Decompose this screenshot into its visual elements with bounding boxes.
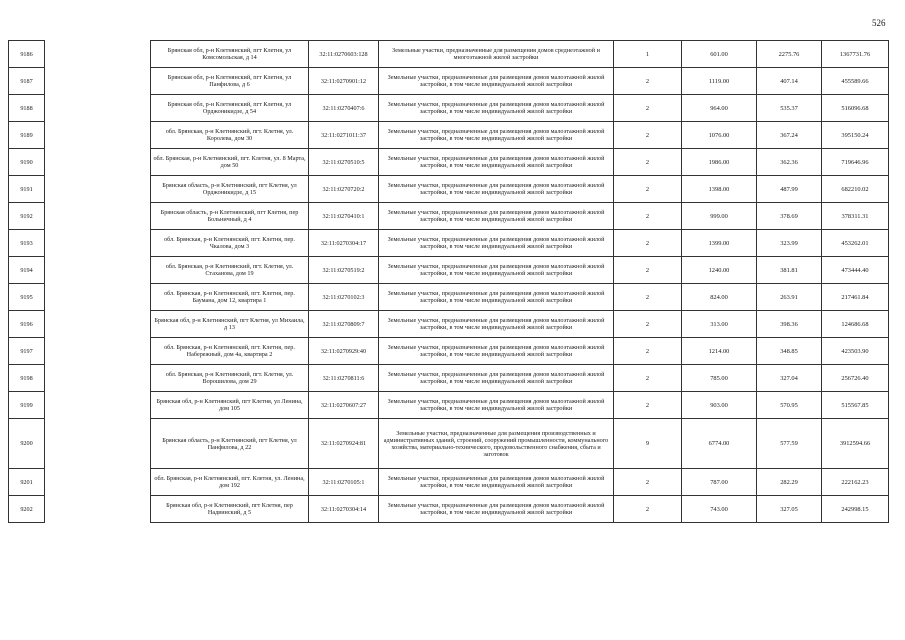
blank-gap-cell bbox=[45, 365, 151, 392]
specific-value-cell: 398.36 bbox=[757, 311, 822, 338]
specific-value-cell: 2275.76 bbox=[757, 41, 822, 68]
group-number-cell: 2 bbox=[614, 230, 682, 257]
address-cell: Брянская обл, р-н Клетнянский, пгт Клетня, ул Панфилова, д 6 bbox=[151, 68, 309, 95]
row-id-cell: 9195 bbox=[9, 284, 45, 311]
cadastral-number-cell: 32:11:0270105:1 bbox=[309, 469, 379, 496]
row-id-cell: 9194 bbox=[9, 257, 45, 284]
cadastral-number-cell: 32:11:0270901:12 bbox=[309, 68, 379, 95]
group-number-cell: 2 bbox=[614, 311, 682, 338]
land-use-purpose-cell: Земельные участки, предназначенные для размещения домов малоэтажной жилой застройки, в том числе индивидуальной жилой застройки bbox=[379, 149, 614, 176]
cadastral-value-cell: 682210.02 bbox=[822, 176, 889, 203]
cadastral-value-cell: 242998.15 bbox=[822, 496, 889, 523]
group-number-cell: 2 bbox=[614, 257, 682, 284]
area-cell: 999.00 bbox=[682, 203, 757, 230]
address-cell: обл. Брянская, р-н Клетнянский, пгт. Клетня, ул. Королева, дом 30 bbox=[151, 122, 309, 149]
land-plots-table bbox=[8, 40, 889, 523]
cadastral-number-cell: 32:11:0270809:7 bbox=[309, 311, 379, 338]
specific-value-cell: 348.85 bbox=[757, 338, 822, 365]
table-row bbox=[9, 257, 889, 284]
address-cell: обл. Брянская, р-н Клетнянский, пгт. Клетня, пер. Чкалова, дом 3 bbox=[151, 230, 309, 257]
row-id-cell: 9190 bbox=[9, 149, 45, 176]
row-id-cell: 9201 bbox=[9, 469, 45, 496]
land-use-purpose-cell: Земельные участки, предназначенные для размещения домов малоэтажной жилой застройки, в том числе индивидуальной жилой застройки bbox=[379, 95, 614, 122]
area-cell: 1119.00 bbox=[682, 68, 757, 95]
blank-gap-cell bbox=[45, 95, 151, 122]
row-id-cell: 9193 bbox=[9, 230, 45, 257]
group-number-cell: 2 bbox=[614, 338, 682, 365]
area-cell: 1240.00 bbox=[682, 257, 757, 284]
table-row bbox=[9, 365, 889, 392]
land-use-purpose-cell: Земельные участки, предназначенные для размещения домов малоэтажной жилой застройки, в том числе индивидуальной жилой застройки bbox=[379, 257, 614, 284]
specific-value-cell: 577.59 bbox=[757, 419, 822, 469]
row-id-cell: 9192 bbox=[9, 203, 45, 230]
cadastral-value-cell: 395150.24 bbox=[822, 122, 889, 149]
table-row bbox=[9, 122, 889, 149]
cadastral-number-cell: 32:11:0270720:2 bbox=[309, 176, 379, 203]
address-cell: обл. Брянская, р-н Клетнянский, пгт. Клетня, ул. Ленина, дом 192 bbox=[151, 469, 309, 496]
cadastral-value-cell: 1367731.76 bbox=[822, 41, 889, 68]
row-id-cell: 9198 bbox=[9, 365, 45, 392]
land-use-purpose-cell: Земельные участки, предназначенные для размещения домов малоэтажной жилой застройки, в том числе индивидуальной жилой застройки bbox=[379, 469, 614, 496]
group-number-cell: 2 bbox=[614, 95, 682, 122]
blank-gap-cell bbox=[45, 149, 151, 176]
group-number-cell: 1 bbox=[614, 41, 682, 68]
row-id-cell: 9189 bbox=[9, 122, 45, 149]
blank-gap-cell bbox=[45, 469, 151, 496]
specific-value-cell: 327.05 bbox=[757, 496, 822, 523]
table-row bbox=[9, 496, 889, 523]
blank-gap-cell bbox=[45, 311, 151, 338]
area-cell: 964.00 bbox=[682, 95, 757, 122]
row-id-cell: 9199 bbox=[9, 392, 45, 419]
table-row bbox=[9, 469, 889, 496]
table-row bbox=[9, 419, 889, 469]
specific-value-cell: 323.99 bbox=[757, 230, 822, 257]
land-use-purpose-cell: Земельные участки, предназначенные для размещения домов малоэтажной жилой застройки, в том числе индивидуальной жилой застройки bbox=[379, 230, 614, 257]
table-row bbox=[9, 338, 889, 365]
blank-gap-cell bbox=[45, 41, 151, 68]
cadastral-value-cell: 453262.01 bbox=[822, 230, 889, 257]
land-use-purpose-cell: Земельные участки, предназначенные для размещения домов среднеэтажной и многоэтажной жилой застройки bbox=[379, 41, 614, 68]
cadastral-number-cell: 32:11:0270410:1 bbox=[309, 203, 379, 230]
area-cell: 1076.00 bbox=[682, 122, 757, 149]
specific-value-cell: 378.69 bbox=[757, 203, 822, 230]
cadastral-value-cell: 473444.40 bbox=[822, 257, 889, 284]
address-cell: Брянская область, р-н Клетнянский, пгт Клетня, ул Орджоникидзе, д 15 bbox=[151, 176, 309, 203]
specific-value-cell: 381.81 bbox=[757, 257, 822, 284]
land-use-purpose-cell: Земельные участки, предназначенные для размещения домов малоэтажной жилой застройки, в том числе индивидуальной жилой застройки bbox=[379, 68, 614, 95]
area-cell: 1398.00 bbox=[682, 176, 757, 203]
row-id-cell: 9188 bbox=[9, 95, 45, 122]
address-cell: обл. Брянская, р-н Клетнянский, пгт. Клетня, пер. Набережный, дом 4а, квартира 2 bbox=[151, 338, 309, 365]
blank-gap-cell bbox=[45, 419, 151, 469]
row-id-cell: 9202 bbox=[9, 496, 45, 523]
land-use-purpose-cell: Земельные участки, предназначенные для размещения производственных и административных зданий, строений, сооружений промышленности, коммунального хозяйства, материально-технического, продовольственного снабжения, сбыта и заготовок bbox=[379, 419, 614, 469]
row-id-cell: 9191 bbox=[9, 176, 45, 203]
address-cell: Брянская область, р-н Клетнянский, пгт Клетня, пер Больничный, д 4 bbox=[151, 203, 309, 230]
cadastral-number-cell: 32:11:0271011:37 bbox=[309, 122, 379, 149]
group-number-cell: 2 bbox=[614, 203, 682, 230]
land-use-purpose-cell: Земельные участки, предназначенные для размещения домов малоэтажной жилой застройки, в том числе индивидуальной жилой застройки bbox=[379, 176, 614, 203]
group-number-cell: 2 bbox=[614, 392, 682, 419]
specific-value-cell: 367.24 bbox=[757, 122, 822, 149]
cadastral-value-cell: 217461.84 bbox=[822, 284, 889, 311]
row-id-cell: 9187 bbox=[9, 68, 45, 95]
row-id-cell: 9186 bbox=[9, 41, 45, 68]
cadastral-value-cell: 222162.23 bbox=[822, 469, 889, 496]
blank-gap-cell bbox=[45, 284, 151, 311]
blank-gap-cell bbox=[45, 176, 151, 203]
area-cell: 6774.00 bbox=[682, 419, 757, 469]
cadastral-number-cell: 32:11:0270102:3 bbox=[309, 284, 379, 311]
cadastral-number-cell: 32:11:0270811:6 bbox=[309, 365, 379, 392]
table-row bbox=[9, 203, 889, 230]
table-row bbox=[9, 95, 889, 122]
cadastral-value-cell: 124686.68 bbox=[822, 311, 889, 338]
row-id-cell: 9196 bbox=[9, 311, 45, 338]
address-cell: Брянская область, р-н Клетнянский, пгт Клетня, ул Панфилова, д 22 bbox=[151, 419, 309, 469]
address-cell: обл. Брянская, р-н Клетнянский, пгт. Клетня, ул. 8 Марта, дом 50 bbox=[151, 149, 309, 176]
area-cell: 1986.00 bbox=[682, 149, 757, 176]
cadastral-number-cell: 32:11:0270407:6 bbox=[309, 95, 379, 122]
address-cell: Брянская обл, р-н Клетнянский, пгт Клетня, ул Комсомольская, д 14 bbox=[151, 41, 309, 68]
table-row bbox=[9, 311, 889, 338]
address-cell: Брянская обл, р-н Клетнянский, пгт Клетня, пер Надвинский, д 5 bbox=[151, 496, 309, 523]
table-body bbox=[9, 41, 889, 523]
land-use-purpose-cell: Земельные участки, предназначенные для размещения домов малоэтажной жилой застройки, в том числе индивидуальной жилой застройки bbox=[379, 392, 614, 419]
area-cell: 785.00 bbox=[682, 365, 757, 392]
blank-gap-cell bbox=[45, 496, 151, 523]
address-cell: обл. Брянская, р-н Клетнянский, пгт. Клетня, ул. Ворошилова, дом 29 bbox=[151, 365, 309, 392]
cadastral-number-cell: 32:11:0270304:17 bbox=[309, 230, 379, 257]
table-row bbox=[9, 176, 889, 203]
cadastral-number-cell: 32:11:0270924:81 bbox=[309, 419, 379, 469]
specific-value-cell: 282.29 bbox=[757, 469, 822, 496]
cadastral-number-cell: 32:11:0270929:40 bbox=[309, 338, 379, 365]
cadastral-value-cell: 455589.66 bbox=[822, 68, 889, 95]
cadastral-value-cell: 515567.85 bbox=[822, 392, 889, 419]
land-use-purpose-cell: Земельные участки, предназначенные для размещения домов малоэтажной жилой застройки, в том числе индивидуальной жилой застройки bbox=[379, 311, 614, 338]
group-number-cell: 2 bbox=[614, 365, 682, 392]
table-row bbox=[9, 284, 889, 311]
land-use-purpose-cell: Земельные участки, предназначенные для размещения домов малоэтажной жилой застройки, в том числе индивидуальной жилой застройки bbox=[379, 338, 614, 365]
group-number-cell: 2 bbox=[614, 122, 682, 149]
group-number-cell: 2 bbox=[614, 176, 682, 203]
specific-value-cell: 570.95 bbox=[757, 392, 822, 419]
row-id-cell: 9200 bbox=[9, 419, 45, 469]
land-use-purpose-cell: Земельные участки, предназначенные для размещения домов малоэтажной жилой застройки, в том числе индивидуальной жилой застройки bbox=[379, 284, 614, 311]
blank-gap-cell bbox=[45, 338, 151, 365]
group-number-cell: 2 bbox=[614, 469, 682, 496]
table-row bbox=[9, 68, 889, 95]
specific-value-cell: 263.91 bbox=[757, 284, 822, 311]
specific-value-cell: 535.37 bbox=[757, 95, 822, 122]
specific-value-cell: 362.36 bbox=[757, 149, 822, 176]
blank-gap-cell bbox=[45, 257, 151, 284]
blank-gap-cell bbox=[45, 68, 151, 95]
address-cell: Брянская обл, р-н Клетнянский, пгт Клетня, ул Михаила, д 13 bbox=[151, 311, 309, 338]
blank-gap-cell bbox=[45, 203, 151, 230]
group-number-cell: 9 bbox=[614, 419, 682, 469]
area-cell: 743.00 bbox=[682, 496, 757, 523]
land-use-purpose-cell: Земельные участки, предназначенные для размещения домов малоэтажной жилой застройки, в том числе индивидуальной жилой застройки bbox=[379, 496, 614, 523]
address-cell: Брянская обл, р-н Клетнянский, пгт Клетня, ул Ленина, дом 105 bbox=[151, 392, 309, 419]
blank-gap-cell bbox=[45, 122, 151, 149]
address-cell: обл. Брянская, р-н Клетнянский, пгт. Клетня, ул. Стаханова, дом 19 bbox=[151, 257, 309, 284]
land-use-purpose-cell: Земельные участки, предназначенные для размещения домов малоэтажной жилой застройки, в том числе индивидуальной жилой застройки bbox=[379, 203, 614, 230]
area-cell: 1399.00 bbox=[682, 230, 757, 257]
table-row bbox=[9, 41, 889, 68]
area-cell: 601.00 bbox=[682, 41, 757, 68]
specific-value-cell: 327.04 bbox=[757, 365, 822, 392]
cadastral-value-table bbox=[8, 40, 889, 523]
group-number-cell: 2 bbox=[614, 284, 682, 311]
table-row bbox=[9, 149, 889, 176]
land-use-purpose-cell: Земельные участки, предназначенные для размещения домов малоэтажной жилой застройки, в том числе индивидуальной жилой застройки bbox=[379, 365, 614, 392]
address-cell: обл. Брянская, р-н Клетнянский, пгт. Клетня, пер. Баумана, дом 12, квартира 1 bbox=[151, 284, 309, 311]
area-cell: 824.00 bbox=[682, 284, 757, 311]
cadastral-value-cell: 378311.31 bbox=[822, 203, 889, 230]
cadastral-number-cell: 32:11:0270510:5 bbox=[309, 149, 379, 176]
group-number-cell: 2 bbox=[614, 496, 682, 523]
land-use-purpose-cell: Земельные участки, предназначенные для размещения домов малоэтажной жилой застройки, в том числе индивидуальной жилой застройки bbox=[379, 122, 614, 149]
cadastral-value-cell: 719646.96 bbox=[822, 149, 889, 176]
cadastral-number-cell: 32:11:0270304:14 bbox=[309, 496, 379, 523]
address-cell: Брянская обл, р-н Клетнянский, пгт Клетня, ул Орджоникидзе, д 54 bbox=[151, 95, 309, 122]
table-row bbox=[9, 230, 889, 257]
specific-value-cell: 487.99 bbox=[757, 176, 822, 203]
cadastral-number-cell: 32:11:0270607:27 bbox=[309, 392, 379, 419]
blank-gap-cell bbox=[45, 230, 151, 257]
cadastral-value-cell: 256726.40 bbox=[822, 365, 889, 392]
page-number: 526 bbox=[872, 18, 886, 28]
row-id-cell: 9197 bbox=[9, 338, 45, 365]
cadastral-number-cell: 32:11:0270519:2 bbox=[309, 257, 379, 284]
cadastral-value-cell: 516096.68 bbox=[822, 95, 889, 122]
table-row bbox=[9, 392, 889, 419]
group-number-cell: 2 bbox=[614, 149, 682, 176]
area-cell: 1214.00 bbox=[682, 338, 757, 365]
area-cell: 787.00 bbox=[682, 469, 757, 496]
group-number-cell: 2 bbox=[614, 68, 682, 95]
area-cell: 903.00 bbox=[682, 392, 757, 419]
area-cell: 313.00 bbox=[682, 311, 757, 338]
blank-gap-cell bbox=[45, 392, 151, 419]
specific-value-cell: 407.14 bbox=[757, 68, 822, 95]
cadastral-number-cell: 32:11:0270603:128 bbox=[309, 41, 379, 68]
cadastral-value-cell: 3912594.66 bbox=[822, 419, 889, 469]
cadastral-value-cell: 423503.90 bbox=[822, 338, 889, 365]
